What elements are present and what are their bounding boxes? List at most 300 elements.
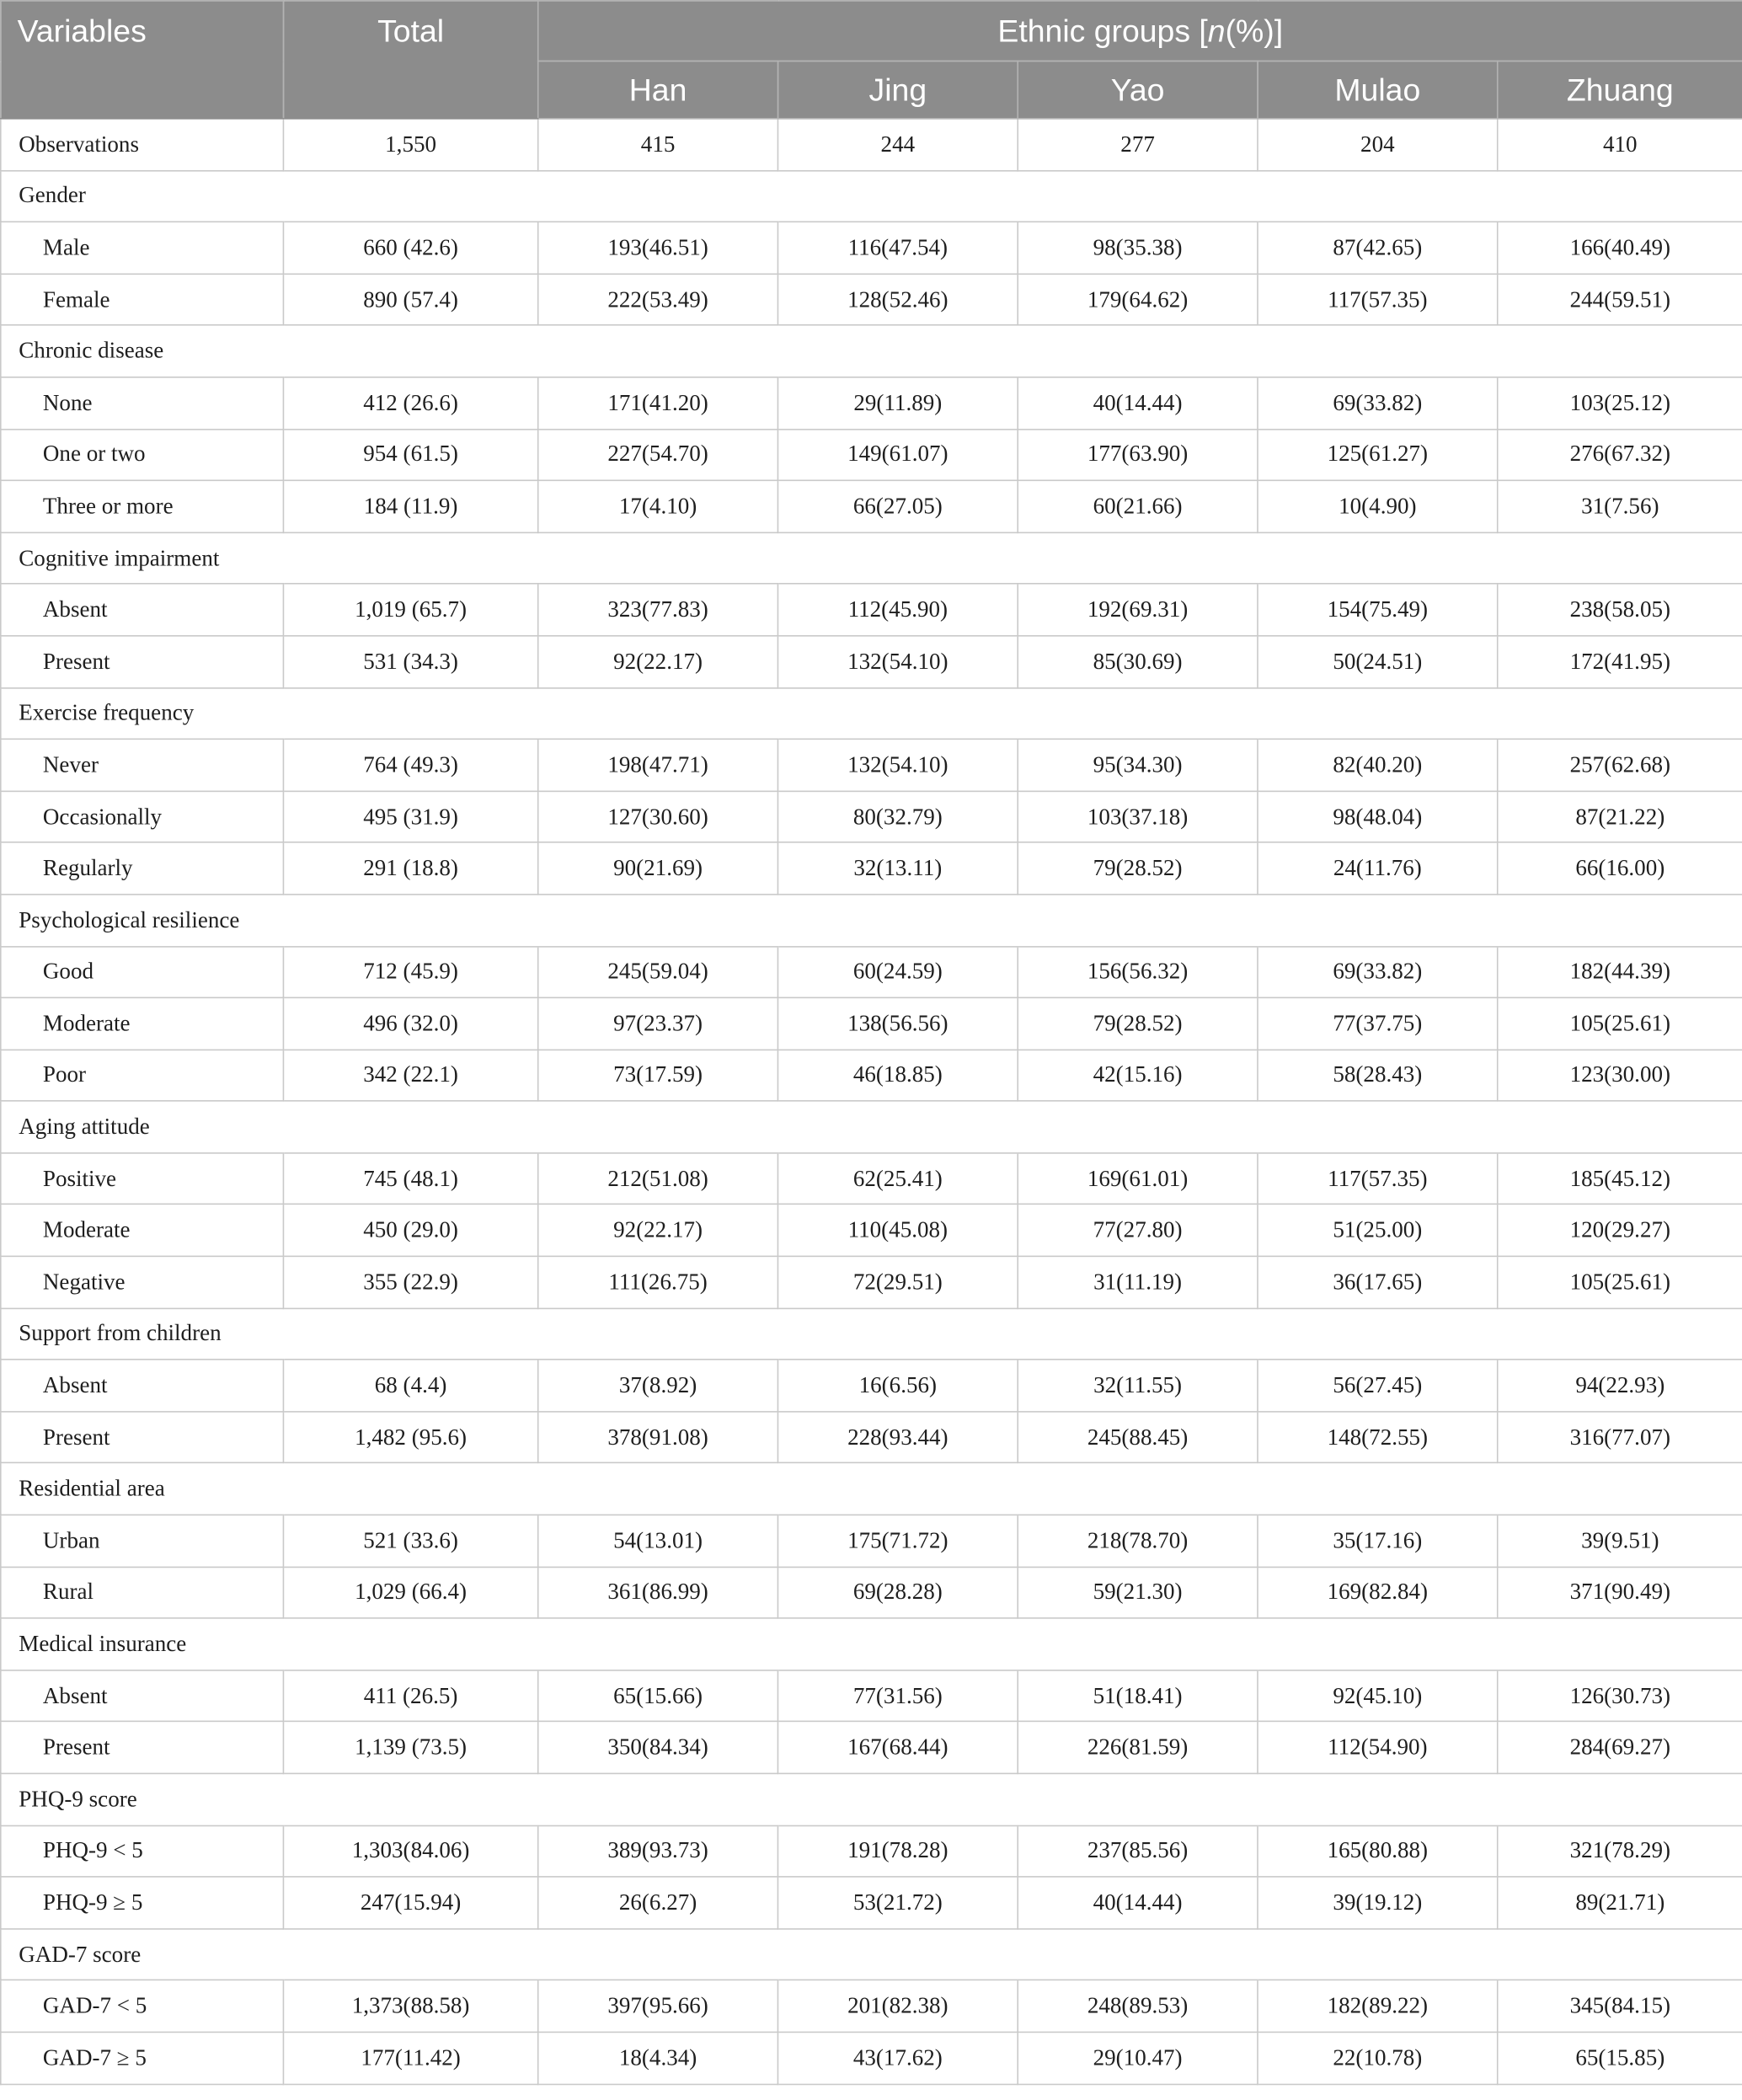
- section-spacer: [777, 170, 1018, 222]
- cell-total: 450 (29.0): [283, 1205, 537, 1256]
- cell-jing: 175(71.72): [777, 1515, 1018, 1566]
- row-label: Present: [1, 1412, 284, 1463]
- section-spacer: [1498, 1101, 1742, 1152]
- section-spacer: [1258, 895, 1498, 946]
- table-row: [1, 997, 1742, 1049]
- section-spacer: [538, 532, 778, 584]
- cell-mulao: 87(42.65): [1258, 222, 1498, 274]
- section-label: Psychological resilience: [1, 895, 284, 946]
- cell-total: 291 (18.8): [283, 842, 537, 894]
- section-spacer: [283, 1618, 537, 1670]
- cell-mulao: 51(25.00): [1258, 1205, 1498, 1256]
- cell-total: 531 (34.3): [283, 636, 537, 687]
- cell-yao: 40(14.44): [1018, 377, 1258, 429]
- table-row: [1, 377, 1742, 429]
- table-row: [1, 1722, 1742, 1773]
- cell-han: 389(93.73): [538, 1825, 778, 1877]
- cell-zhuang: 123(30.00): [1498, 1050, 1742, 1101]
- cell-yao: 277: [1018, 119, 1258, 170]
- cell-mulao: 125(61.27): [1258, 429, 1498, 480]
- cell-han: 361(86.99): [538, 1567, 778, 1618]
- cell-yao: 156(56.32): [1018, 946, 1258, 997]
- cell-zhuang: 94(22.93): [1498, 1360, 1742, 1411]
- section-spacer: [1018, 1618, 1258, 1670]
- cell-jing: 244: [777, 119, 1018, 170]
- table-row: [1, 1515, 1742, 1566]
- cell-yao: 103(37.18): [1018, 791, 1258, 842]
- section-spacer: [1498, 1773, 1742, 1825]
- section-spacer: [1018, 1773, 1258, 1825]
- cell-zhuang: 31(7.56): [1498, 481, 1742, 532]
- cell-total: 342 (22.1): [283, 1050, 537, 1101]
- row-label: PHQ-9 ≥ 5: [1, 1877, 284, 1928]
- header-group-jing: Jing: [777, 61, 1018, 118]
- cell-jing: 201(82.38): [777, 1980, 1018, 2032]
- cell-total: 1,029 (66.4): [283, 1567, 537, 1618]
- cell-yao: 59(21.30): [1018, 1567, 1258, 1618]
- cell-yao: 40(14.44): [1018, 1877, 1258, 1928]
- cell-jing: 46(18.85): [777, 1050, 1018, 1101]
- section-row: [1, 1308, 1742, 1360]
- cell-yao: 29(10.47): [1018, 2032, 1258, 2083]
- section-row: [1, 1618, 1742, 1670]
- cell-zhuang: 172(41.95): [1498, 636, 1742, 687]
- table-row: [1, 946, 1742, 997]
- section-spacer: [1498, 1308, 1742, 1360]
- row-label: One or two: [1, 429, 284, 480]
- row-label: Rural: [1, 1567, 284, 1618]
- cell-total: 496 (32.0): [283, 997, 537, 1049]
- cell-yao: 98(35.38): [1018, 222, 1258, 274]
- row-label: Poor: [1, 1050, 284, 1101]
- table-row: [1, 842, 1742, 894]
- cell-mulao: 24(11.76): [1258, 842, 1498, 894]
- cell-zhuang: 89(21.71): [1498, 1877, 1742, 1928]
- cell-mulao: 154(75.49): [1258, 584, 1498, 635]
- section-spacer: [1018, 1308, 1258, 1360]
- section-spacer: [1258, 687, 1498, 739]
- section-label: Residential area: [1, 1463, 284, 1515]
- table-row: [1, 1877, 1742, 1928]
- cell-total: 495 (31.9): [283, 791, 537, 842]
- cell-jing: 60(24.59): [777, 946, 1018, 997]
- section-spacer: [1018, 1929, 1258, 1980]
- row-label: Present: [1, 1722, 284, 1773]
- cell-jing: 132(54.10): [777, 636, 1018, 687]
- section-spacer: [777, 1308, 1018, 1360]
- table-row: [1, 1412, 1742, 1463]
- section-label: Gender: [1, 170, 284, 222]
- section-spacer: [538, 1929, 778, 1980]
- cell-jing: 62(25.41): [777, 1153, 1018, 1205]
- cell-total: 660 (42.6): [283, 222, 537, 274]
- cell-total: 247(15.94): [283, 1877, 537, 1928]
- cell-han: 127(30.60): [538, 791, 778, 842]
- section-row: [1, 687, 1742, 739]
- section-row: [1, 1463, 1742, 1515]
- row-label: Moderate: [1, 1205, 284, 1256]
- section-spacer: [777, 1773, 1018, 1825]
- section-spacer: [538, 1308, 778, 1360]
- cell-mulao: 56(27.45): [1258, 1360, 1498, 1411]
- cell-total: 411 (26.5): [283, 1670, 537, 1722]
- section-spacer: [283, 1773, 537, 1825]
- cell-total: 177(11.42): [283, 2032, 537, 2083]
- cell-total: 890 (57.4): [283, 274, 537, 325]
- cell-han: 198(47.71): [538, 740, 778, 791]
- section-spacer: [538, 895, 778, 946]
- cell-zhuang: 182(44.39): [1498, 946, 1742, 997]
- cell-zhuang: 257(62.68): [1498, 740, 1742, 791]
- section-spacer: [1498, 325, 1742, 377]
- cell-mulao: 148(72.55): [1258, 1412, 1498, 1463]
- cell-yao: 32(11.55): [1018, 1360, 1258, 1411]
- cell-yao: 179(64.62): [1018, 274, 1258, 325]
- section-spacer: [777, 895, 1018, 946]
- row-label: Male: [1, 222, 284, 274]
- cell-jing: 149(61.07): [777, 429, 1018, 480]
- table-row: [1, 119, 1742, 170]
- cell-total: 712 (45.9): [283, 946, 537, 997]
- cell-han: 37(8.92): [538, 1360, 778, 1411]
- cell-zhuang: 238(58.05): [1498, 584, 1742, 635]
- cell-total: 1,019 (65.7): [283, 584, 537, 635]
- cell-jing: 191(78.28): [777, 1825, 1018, 1877]
- header-group-han: Han: [538, 61, 778, 118]
- section-label: Aging attitude: [1, 1101, 284, 1152]
- cell-han: 378(91.08): [538, 1412, 778, 1463]
- cell-mulao: 10(4.90): [1258, 481, 1498, 532]
- cell-total: 954 (61.5): [283, 429, 537, 480]
- cell-han: 227(54.70): [538, 429, 778, 480]
- cell-zhuang: 87(21.22): [1498, 791, 1742, 842]
- row-label: None: [1, 377, 284, 429]
- table-body: [1, 119, 1742, 2084]
- cell-mulao: 35(17.16): [1258, 1515, 1498, 1566]
- header-ethnic-suffix: (%)]: [1225, 13, 1284, 48]
- cell-yao: 79(28.52): [1018, 842, 1258, 894]
- cell-total: 355 (22.9): [283, 1256, 537, 1307]
- cell-jing: 80(32.79): [777, 791, 1018, 842]
- section-spacer: [777, 532, 1018, 584]
- cell-jing: 29(11.89): [777, 377, 1018, 429]
- cell-jing: 138(56.56): [777, 997, 1018, 1049]
- section-spacer: [1258, 1463, 1498, 1515]
- section-spacer: [1498, 1463, 1742, 1515]
- cell-zhuang: 284(69.27): [1498, 1722, 1742, 1773]
- cell-yao: 77(27.80): [1018, 1205, 1258, 1256]
- cell-yao: 85(30.69): [1018, 636, 1258, 687]
- cell-mulao: 22(10.78): [1258, 2032, 1498, 2083]
- cell-zhuang: 244(59.51): [1498, 274, 1742, 325]
- section-label: Exercise frequency: [1, 687, 284, 739]
- cell-han: 17(4.10): [538, 481, 778, 532]
- cell-total: 412 (26.6): [283, 377, 537, 429]
- section-spacer: [1498, 1929, 1742, 1980]
- cell-yao: 42(15.16): [1018, 1050, 1258, 1101]
- section-spacer: [283, 1929, 537, 1980]
- cell-zhuang: 166(40.49): [1498, 222, 1742, 274]
- row-label: GAD-7 < 5: [1, 1980, 284, 2032]
- table-row: [1, 429, 1742, 480]
- cell-mulao: 36(17.65): [1258, 1256, 1498, 1307]
- cell-zhuang: 65(15.85): [1498, 2032, 1742, 2083]
- table-row: [1, 1567, 1742, 1618]
- section-label: Medical insurance: [1, 1618, 284, 1670]
- table-row: [1, 791, 1742, 842]
- cell-mulao: 82(40.20): [1258, 740, 1498, 791]
- cell-total: 184 (11.9): [283, 481, 537, 532]
- row-label: Observations: [1, 119, 284, 170]
- cell-han: 65(15.66): [538, 1670, 778, 1722]
- table-row: [1, 2032, 1742, 2083]
- section-spacer: [1498, 895, 1742, 946]
- row-label: PHQ-9 < 5: [1, 1825, 284, 1877]
- section-spacer: [283, 325, 537, 377]
- cell-jing: 53(21.72): [777, 1877, 1018, 1928]
- cell-han: 397(95.66): [538, 1980, 778, 2032]
- section-spacer: [777, 1463, 1018, 1515]
- cell-zhuang: 120(29.27): [1498, 1205, 1742, 1256]
- cell-mulao: 50(24.51): [1258, 636, 1498, 687]
- cell-han: 54(13.01): [538, 1515, 778, 1566]
- cell-jing: 110(45.08): [777, 1205, 1018, 1256]
- cell-yao: 226(81.59): [1018, 1722, 1258, 1773]
- header-ethnic-groups: [538, 1, 1742, 61]
- row-label: Positive: [1, 1153, 284, 1205]
- section-row: [1, 532, 1742, 584]
- cell-jing: 228(93.44): [777, 1412, 1018, 1463]
- cell-total: 1,139 (73.5): [283, 1722, 537, 1773]
- section-spacer: [1498, 687, 1742, 739]
- table-row: [1, 274, 1742, 325]
- row-label: Absent: [1, 584, 284, 635]
- section-row: [1, 895, 1742, 946]
- cell-mulao: 58(28.43): [1258, 1050, 1498, 1101]
- cell-jing: 72(29.51): [777, 1256, 1018, 1307]
- cell-jing: 128(52.46): [777, 274, 1018, 325]
- section-row: [1, 1773, 1742, 1825]
- section-spacer: [1018, 170, 1258, 222]
- table-row: [1, 1153, 1742, 1205]
- cell-han: 212(51.08): [538, 1153, 778, 1205]
- cell-han: 90(21.69): [538, 842, 778, 894]
- section-spacer: [1018, 895, 1258, 946]
- section-spacer: [1258, 1773, 1498, 1825]
- cell-mulao: 117(57.35): [1258, 274, 1498, 325]
- section-label: Chronic disease: [1, 325, 284, 377]
- cell-han: 415: [538, 119, 778, 170]
- section-spacer: [1258, 170, 1498, 222]
- table-row: [1, 1256, 1742, 1307]
- cell-han: 92(22.17): [538, 1205, 778, 1256]
- section-spacer: [283, 1101, 537, 1152]
- row-label: Moderate: [1, 997, 284, 1049]
- section-spacer: [538, 687, 778, 739]
- cell-jing: 112(45.90): [777, 584, 1018, 635]
- cell-total: 745 (48.1): [283, 1153, 537, 1205]
- header-ethnic-prefix: Ethnic groups [: [997, 13, 1208, 48]
- cell-zhuang: 103(25.12): [1498, 377, 1742, 429]
- row-label: Never: [1, 740, 284, 791]
- section-spacer: [283, 1463, 537, 1515]
- cell-mulao: 165(80.88): [1258, 1825, 1498, 1877]
- section-spacer: [283, 895, 537, 946]
- table-row: [1, 222, 1742, 274]
- section-spacer: [1498, 170, 1742, 222]
- section-label: Cognitive impairment: [1, 532, 284, 584]
- section-spacer: [777, 1101, 1018, 1152]
- section-spacer: [1498, 1618, 1742, 1670]
- cell-yao: 192(69.31): [1018, 584, 1258, 635]
- cell-mulao: 182(89.22): [1258, 1980, 1498, 2032]
- cell-total: 764 (49.3): [283, 740, 537, 791]
- cell-mulao: 169(82.84): [1258, 1567, 1498, 1618]
- cell-han: 245(59.04): [538, 946, 778, 997]
- section-spacer: [538, 325, 778, 377]
- table-row: [1, 1825, 1742, 1877]
- section-row: [1, 1929, 1742, 1980]
- cell-jing: 43(17.62): [777, 2032, 1018, 2083]
- section-spacer: [538, 1463, 778, 1515]
- row-label: Female: [1, 274, 284, 325]
- cell-han: 222(53.49): [538, 274, 778, 325]
- cell-total: 521 (33.6): [283, 1515, 537, 1566]
- section-spacer: [1018, 1463, 1258, 1515]
- cell-zhuang: 126(30.73): [1498, 1670, 1742, 1722]
- cell-jing: 132(54.10): [777, 740, 1018, 791]
- cell-jing: 32(13.11): [777, 842, 1018, 894]
- cell-yao: 60(21.66): [1018, 481, 1258, 532]
- row-label: Urban: [1, 1515, 284, 1566]
- section-spacer: [1018, 532, 1258, 584]
- cell-jing: 69(28.28): [777, 1567, 1018, 1618]
- cell-mulao: 112(54.90): [1258, 1722, 1498, 1773]
- table-row: [1, 1980, 1742, 2032]
- cell-han: 193(46.51): [538, 222, 778, 274]
- header-total: Total: [283, 1, 537, 119]
- cell-mulao: 69(33.82): [1258, 377, 1498, 429]
- row-label: Occasionally: [1, 791, 284, 842]
- cell-yao: 237(85.56): [1018, 1825, 1258, 1877]
- table-row: [1, 1670, 1742, 1722]
- section-spacer: [777, 1618, 1018, 1670]
- row-label: Regularly: [1, 842, 284, 894]
- cell-han: 111(26.75): [538, 1256, 778, 1307]
- row-label: Three or more: [1, 481, 284, 532]
- table-row: [1, 1205, 1742, 1256]
- row-label: Negative: [1, 1256, 284, 1307]
- section-label: PHQ-9 score: [1, 1773, 284, 1825]
- section-spacer: [1018, 325, 1258, 377]
- table-row: [1, 481, 1742, 532]
- section-spacer: [538, 170, 778, 222]
- section-spacer: [1258, 1618, 1498, 1670]
- section-spacer: [538, 1101, 778, 1152]
- table-row: [1, 636, 1742, 687]
- cell-total: 1,373(88.58): [283, 1980, 537, 2032]
- table-row: [1, 740, 1742, 791]
- cell-mulao: 204: [1258, 119, 1498, 170]
- section-spacer: [283, 170, 537, 222]
- section-spacer: [283, 532, 537, 584]
- cell-mulao: 39(19.12): [1258, 1877, 1498, 1928]
- section-spacer: [283, 687, 537, 739]
- section-spacer: [777, 687, 1018, 739]
- row-label: Good: [1, 946, 284, 997]
- cell-total: 68 (4.4): [283, 1360, 537, 1411]
- table-row: [1, 1360, 1742, 1411]
- cell-han: 18(4.34): [538, 2032, 778, 2083]
- cell-yao: 51(18.41): [1018, 1670, 1258, 1722]
- header-group-mulao: Mulao: [1258, 61, 1498, 118]
- cell-zhuang: 371(90.49): [1498, 1567, 1742, 1618]
- section-spacer: [777, 325, 1018, 377]
- header-group-yao: Yao: [1018, 61, 1258, 118]
- cell-han: 350(84.34): [538, 1722, 778, 1773]
- cell-total: 1,482 (95.6): [283, 1412, 537, 1463]
- section-spacer: [777, 1929, 1018, 1980]
- cell-han: 92(22.17): [538, 636, 778, 687]
- cell-han: 73(17.59): [538, 1050, 778, 1101]
- section-spacer: [1258, 1101, 1498, 1152]
- header-variables: Variables: [1, 1, 284, 119]
- cell-zhuang: 345(84.15): [1498, 1980, 1742, 2032]
- cell-mulao: 92(45.10): [1258, 1670, 1498, 1722]
- cell-mulao: 69(33.82): [1258, 946, 1498, 997]
- table-row: [1, 1050, 1742, 1101]
- cell-total: 1,303(84.06): [283, 1825, 537, 1877]
- cell-mulao: 98(48.04): [1258, 791, 1498, 842]
- cell-yao: 95(34.30): [1018, 740, 1258, 791]
- cell-mulao: 117(57.35): [1258, 1153, 1498, 1205]
- section-row: [1, 325, 1742, 377]
- cell-zhuang: 105(25.61): [1498, 997, 1742, 1049]
- section-spacer: [1018, 1101, 1258, 1152]
- cell-yao: 31(11.19): [1018, 1256, 1258, 1307]
- cell-zhuang: 105(25.61): [1498, 1256, 1742, 1307]
- section-spacer: [1498, 532, 1742, 584]
- cell-zhuang: 66(16.00): [1498, 842, 1742, 894]
- cell-han: 171(41.20): [538, 377, 778, 429]
- cell-yao: 169(61.01): [1018, 1153, 1258, 1205]
- cell-jing: 77(31.56): [777, 1670, 1018, 1722]
- section-spacer: [538, 1618, 778, 1670]
- section-spacer: [1258, 325, 1498, 377]
- section-spacer: [1258, 1929, 1498, 1980]
- cell-jing: 116(47.54): [777, 222, 1018, 274]
- cell-mulao: 77(37.75): [1258, 997, 1498, 1049]
- cell-yao: 245(88.45): [1018, 1412, 1258, 1463]
- section-spacer: [1258, 532, 1498, 584]
- section-spacer: [1018, 687, 1258, 739]
- header-ethnic-n: n: [1207, 13, 1226, 48]
- section-spacer: [1258, 1308, 1498, 1360]
- cell-zhuang: 185(45.12): [1498, 1153, 1742, 1205]
- section-label: Support from children: [1, 1308, 284, 1360]
- cell-han: 26(6.27): [538, 1877, 778, 1928]
- cell-yao: 79(28.52): [1018, 997, 1258, 1049]
- table-row: [1, 584, 1742, 635]
- cell-jing: 167(68.44): [777, 1722, 1018, 1773]
- cell-han: 323(77.83): [538, 584, 778, 635]
- cell-yao: 248(89.53): [1018, 1980, 1258, 2032]
- cell-total: 1,550: [283, 119, 537, 170]
- header-group-zhuang: Zhuang: [1498, 61, 1742, 118]
- cell-jing: 16(6.56): [777, 1360, 1018, 1411]
- cell-zhuang: 39(9.51): [1498, 1515, 1742, 1566]
- row-label: Absent: [1, 1360, 284, 1411]
